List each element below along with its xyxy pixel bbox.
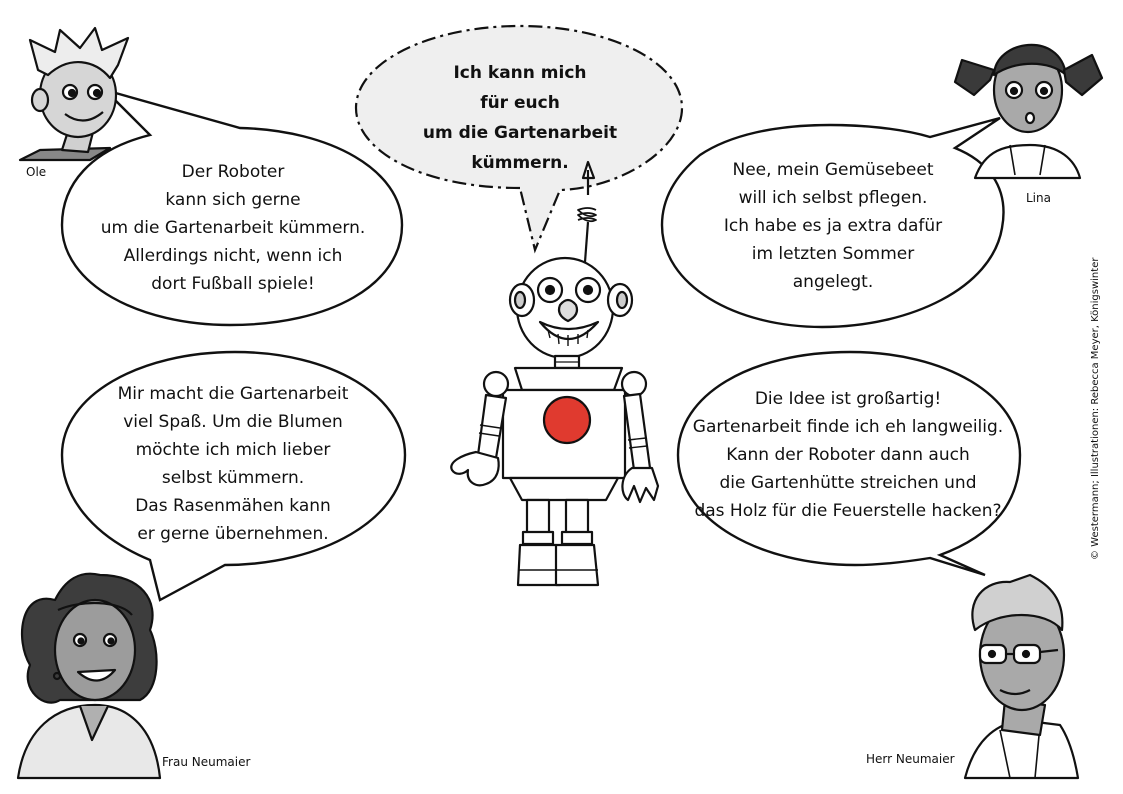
illustration-credit: © Westermann; Illustrationen: Rebecca Meyer, Königswinter <box>1090 257 1101 560</box>
herr-neumaier-portrait <box>965 575 1078 778</box>
robot-thought-text: Ich kann mich für euch um die Gartenarbeit kümmern. <box>422 63 618 173</box>
lina-speech-text: Nee, mein Gemüsebeet will ich selbst pflegen. Ich habe es ja extra dafür im letzten Sommer angelegt. <box>723 160 943 292</box>
ole-portrait <box>20 28 128 160</box>
robot-illustration <box>451 162 658 585</box>
ole-name-label: Ole <box>26 165 47 179</box>
ole-speech-text: Der Roboter kann sich gerne um die Gartenarbeit kümmern. Allerdings nicht, wenn ich dort Fußball spiele! <box>100 162 366 294</box>
herr-neumaier-speech-text: Die Idee ist großartig! Gartenarbeit finde ich eh langweilig. Kann der Roboter dann auch die Gartenhütte streichen und das Holz für die Feuerstelle hacken? <box>692 389 1004 521</box>
lina-name-label: Lina <box>1026 191 1051 205</box>
frau-neumaier-speech-text: Mir macht die Gartenarbeit viel Spaß. Um die Blumen möchte ich mich lieber selbst kümmern. Das Rasenmähen kann er gerne übernehmen. <box>117 384 349 544</box>
herr-neumaier-name-label: Herr Neumaier <box>866 752 955 766</box>
frau-neumaier-name-label: Frau Neumaier <box>162 755 251 769</box>
frau-neumaier-portrait <box>18 574 160 778</box>
